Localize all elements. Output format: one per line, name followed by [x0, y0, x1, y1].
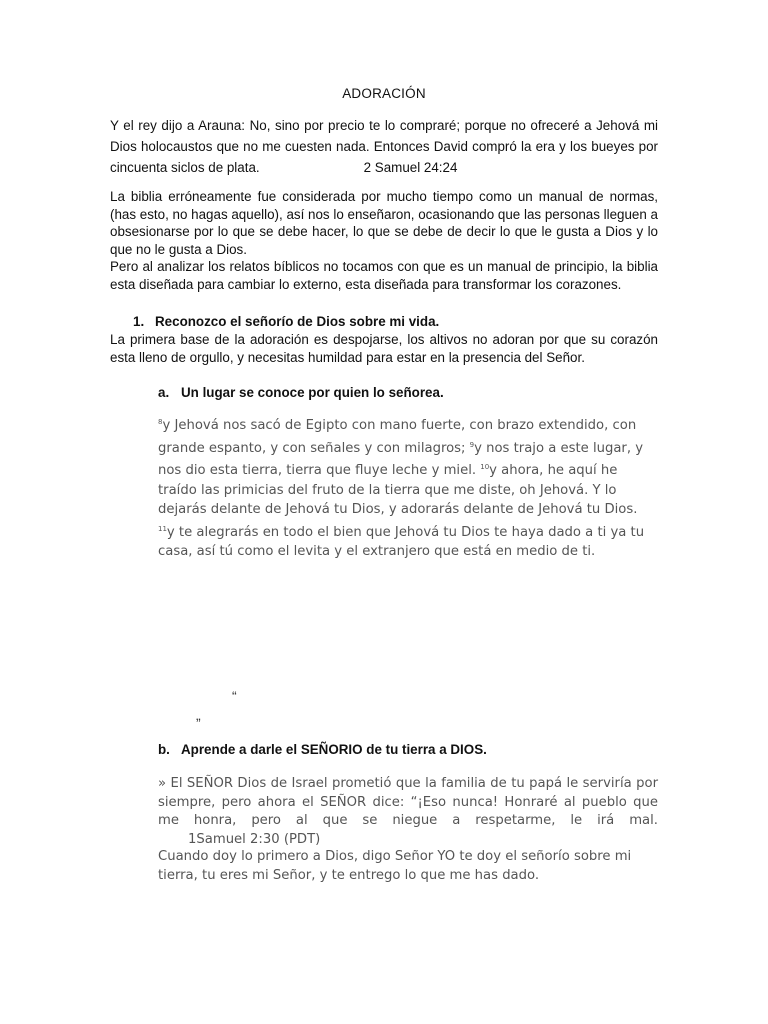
- quote-mark: “: [232, 688, 237, 704]
- verse-text: y ahora, he aquí he traído las primicias del fruto de la tierra que me diste, oh Jehová. Y lo dejarás delante de Jehová tu Dios, y adorarás delante de Jehová tu Dios.: [158, 463, 638, 517]
- subsection-a-scripture: [158, 413, 648, 562]
- quote-mark: „: [196, 707, 201, 723]
- document-title: ADORACIÓN: [342, 86, 426, 101]
- subsection-b-scripture: [158, 775, 658, 849]
- subsection-b-verse-reference: 1Samuel 2:30 (PDT): [188, 831, 321, 847]
- paragraph: La biblia erróneamente fue considerada por mucho tiempo como un manual de normas, (has esto, no hagas aquello), así nos lo enseñaron, ocasionando que las personas lleguen a obsesionarse por lo que se debe hacer, lo que se debe de decir lo que le gusta a Dios y lo que no le gusta a Dios.: [110, 189, 658, 257]
- section-1-heading-text: Reconozco el señorío de Dios sobre mi vida.: [155, 314, 440, 329]
- subsection-b-letter: b.: [158, 742, 170, 757]
- verse-text: y nos trajo a este lugar, y nos dio esta tierra, tierra que fluye leche y miel.: [158, 440, 644, 478]
- paragraph: Pero al analizar los relatos bíblicos no tocamos con que es un manual de principio, la biblia esta diseñada para cambiar lo externo, esta diseñada para transformar los corazones.: [110, 259, 658, 292]
- subsection-b-verse-text: » El SEÑOR Dios de Israel prometió que la familia de tu papá le serviría por siempre, pero ahora el SEÑOR dice: “¡Eso nunca! Honraré al pueblo que me honra, pero al que se niegue a respetarme, le irá mal.: [158, 776, 658, 828]
- intro-paragraphs: [110, 188, 658, 294]
- subsection-a-heading-text: Un lugar se conoce por quien lo señorea.: [181, 385, 444, 400]
- verse-text: y te alegrarás en todo el bien que Jehová tu Dios te haya dado a ti ya tu casa, así tú como el levita y el extranjero que está en medio de ti.: [158, 524, 645, 559]
- verse-text: y Jehová nos sacó de Egipto con mano fuerte, con brazo extendido, con grande espanto, y con señales y con milagros;: [158, 418, 637, 456]
- subsection-a-letter: a.: [158, 385, 170, 400]
- closing-paragraph: Cuando doy lo primero a Dios, digo Señor YO te doy el señorío sobre mi tierra, tu eres mi Señor, y te entrego lo que me has dado.: [158, 849, 632, 883]
- verse-number: 10: [480, 463, 490, 471]
- section-1-heading: [133, 314, 439, 329]
- subsection-a-heading: [158, 385, 444, 400]
- verse-number: 8: [158, 418, 163, 426]
- verse-number: 9: [469, 440, 475, 449]
- section-1-text: La primera base de la adoración es despojarse, los altivos no adoran por que su corazón esta lleno de orgullo, y necesitas humildad para estar en la presencia del Señor.: [110, 332, 658, 365]
- subsection-b-heading: [158, 742, 487, 757]
- subsection-b-heading-text: Aprende a darle el SEÑORIO de tu tierra a DIOS.: [181, 742, 487, 757]
- intro-verse-text: Y el rey dijo a Arauna: No, sino por precio te lo compraré; porque no ofreceré a Jehová mi Dios holocaustos que no me cuesten nada. Entonces David compró la era y los bueyes por cincuenta siclos de plata.: [110, 118, 658, 175]
- section-1-number: 1.: [133, 314, 145, 329]
- verse-number: 11: [158, 524, 167, 533]
- intro-verse: [110, 115, 658, 178]
- intro-verse-reference: 2 Samuel 24:24: [363, 160, 458, 175]
